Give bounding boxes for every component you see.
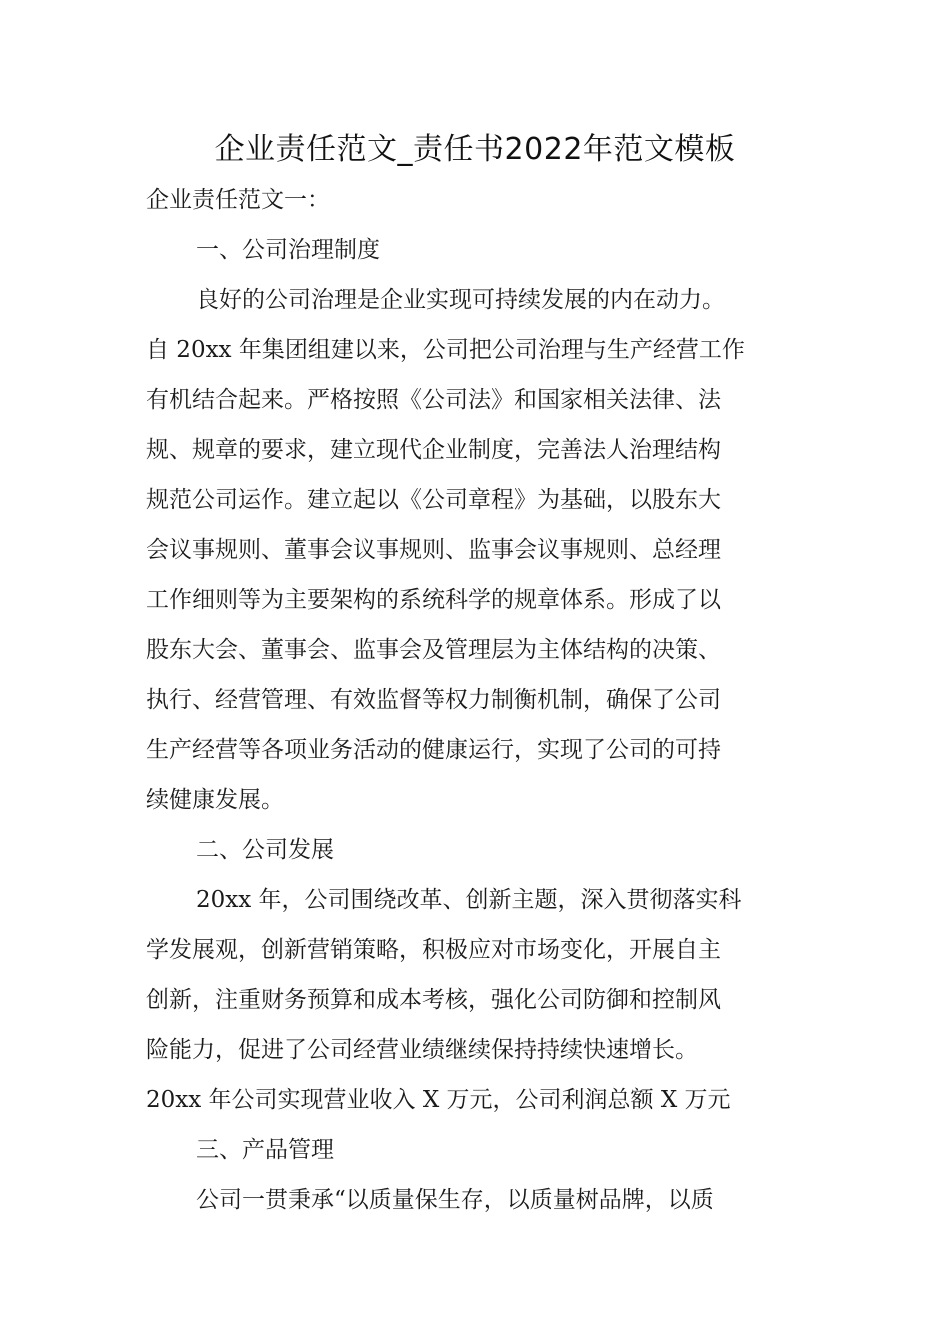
document-title: 企业责任范文_责任书2022年范文模板: [214, 132, 736, 167]
paragraph-line: 生产经营等各项业务活动的健康运行，实现了公司的可持: [146, 737, 721, 763]
subsection-heading: 二、公司发展: [196, 837, 334, 863]
paragraph-line: 规范公司运作。建立起以《公司章程》为基础，以股东大: [146, 487, 721, 513]
paragraph-line: 股东大会、董事会、监事会及管理层为主体结构的决策、: [146, 637, 721, 663]
paragraph-line: 20xx 年，公司围绕改革、创新主题，深入贯彻落实科: [196, 887, 742, 913]
paragraph-line: 自 20xx 年集团组建以来，公司把公司治理与生产经营工作: [146, 337, 745, 363]
paragraph-line: 有机结合起来。严格按照《公司法》和国家相关法律、法: [146, 387, 721, 413]
paragraph-line: 良好的公司治理是企业实现可持续发展的内在动力。: [196, 287, 725, 313]
paragraph-line: 公司一贯秉承“以质量保生存，以质量树品牌，以质: [196, 1187, 714, 1213]
paragraph-line: 规、规章的要求，建立现代企业制度，完善法人治理结构: [146, 437, 721, 463]
subsection-heading: 三、产品管理: [196, 1137, 334, 1163]
section-heading: 企业责任范文一：: [146, 187, 330, 213]
paragraph-line: 会议事规则、董事会议事规则、监事会议事规则、总经理: [146, 537, 721, 563]
paragraph-line: 学发展观，创新营销策略，积极应对市场变化，开展自主: [146, 937, 721, 963]
paragraph-line: 续健康发展。: [146, 787, 284, 813]
paragraph-line: 险能力，促进了公司经营业绩继续保持持续快速增长。: [146, 1037, 698, 1063]
paragraph-line: 工作细则等为主要架构的系统科学的规章体系。形成了以: [146, 587, 721, 613]
paragraph-line: 20xx 年公司实现营业收入 X 万元，公司利润总额 X 万元: [146, 1087, 731, 1113]
paragraph-line: 创新，注重财务预算和成本考核，强化公司防御和控制风: [146, 987, 721, 1013]
paragraph-line: 执行、经营管理、有效监督等权力制衡机制，确保了公司: [146, 687, 721, 713]
subsection-heading: 一、公司治理制度: [196, 237, 380, 263]
